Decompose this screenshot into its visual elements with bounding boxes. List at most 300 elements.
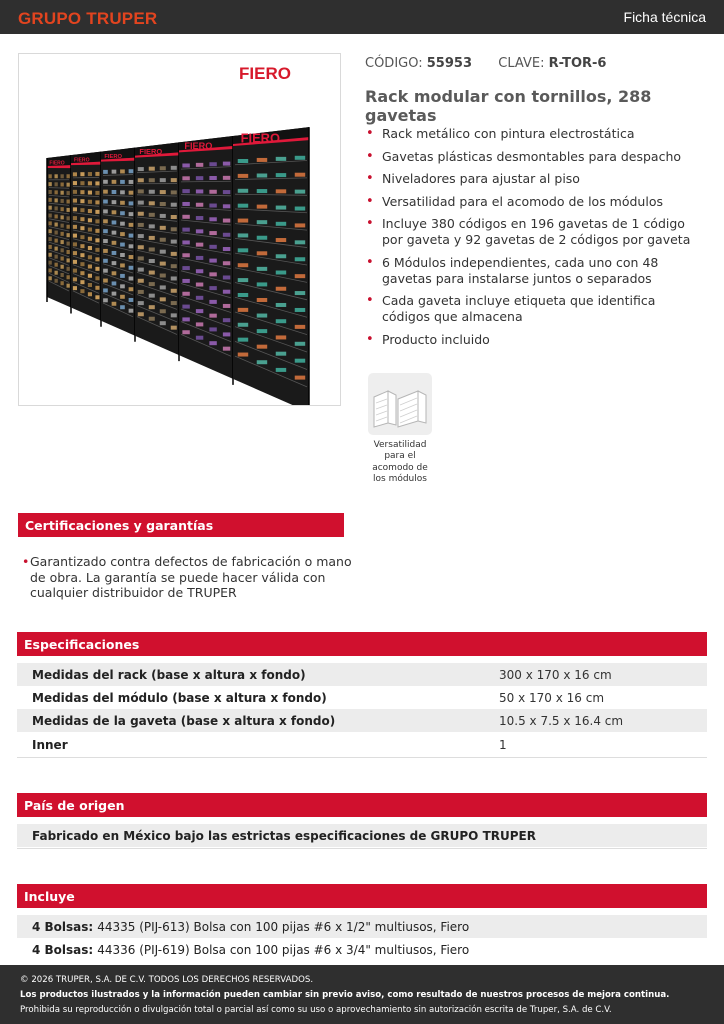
rack-bin [257, 314, 267, 318]
rack-bin [295, 223, 305, 227]
rack-bin [49, 237, 52, 241]
rack-bin [55, 271, 58, 275]
rack-bin [73, 269, 77, 273]
rack-bin [73, 251, 77, 255]
rack-bin [103, 288, 108, 292]
footer-notice: Los productos ilustrados y la información pueden cambiar sin previo aviso, como resultado de nuestros procesos de mejora continua. [20, 990, 670, 1000]
rack-bin [182, 176, 189, 180]
rack-logo: FIERO [184, 140, 213, 151]
rack-bin [171, 313, 177, 317]
rack-bin [196, 283, 203, 287]
rack-bin [257, 282, 267, 286]
includes-desc: 44336 (PIJ-619) Bolsa con 100 pijas #6 x 3/4" multiusos, Fiero [97, 942, 470, 957]
rack-bin [276, 222, 286, 226]
rack-bin [61, 248, 64, 252]
spec-label: Medidas del módulo (base x altura x fondo) [32, 690, 327, 705]
rack-bin [171, 289, 177, 293]
rack-bin [238, 338, 248, 342]
rack-bin [120, 180, 125, 184]
rack-bin [196, 269, 203, 273]
rack-bin [67, 191, 70, 195]
rack-bin [112, 241, 117, 245]
rack-bin [295, 291, 305, 295]
rack-bin [238, 293, 248, 297]
rack-bin [276, 271, 286, 275]
rack-bin [129, 191, 134, 195]
rack-bin [238, 308, 248, 312]
rack-bin [73, 260, 77, 264]
rack-bin [120, 295, 125, 299]
rack-bin [276, 238, 286, 242]
rack-bin [120, 201, 125, 205]
rack-bin [120, 190, 125, 194]
rack-bin [95, 257, 99, 261]
rack-bin [223, 162, 230, 166]
rack-bin [129, 287, 134, 291]
rack-bin [95, 172, 99, 176]
rack-bin [160, 297, 166, 301]
rack-bin [276, 303, 286, 307]
rack-bin [129, 266, 134, 270]
rack-bin [129, 201, 134, 205]
rack-bin [61, 281, 64, 285]
rack-bin [95, 181, 99, 185]
rack-bin [171, 240, 177, 244]
rack-bin [160, 285, 166, 289]
rack-bin [223, 204, 230, 208]
spec-row [17, 663, 707, 686]
rack-bin [95, 210, 99, 214]
rack-bin [49, 174, 52, 178]
rack-bin [80, 235, 84, 239]
rack-bin [160, 274, 166, 278]
rack-bin [223, 290, 230, 294]
rack-bin [257, 360, 267, 364]
rack-bin [171, 166, 177, 170]
rack-bin [295, 240, 305, 244]
rack-logo: FIERO [240, 130, 281, 146]
rack-bin [295, 342, 305, 346]
codigo-label: CÓDIGO: [365, 56, 423, 71]
rack-bin [120, 169, 125, 173]
rack-bin [95, 219, 99, 223]
rack-bin [276, 157, 286, 161]
rack-bin [61, 207, 64, 211]
rack-bin [80, 199, 84, 203]
rack-bin [73, 190, 77, 194]
rack-bin [112, 271, 117, 275]
rack-bin [55, 279, 58, 283]
rack-bin [182, 266, 189, 270]
rack-bin [103, 209, 108, 213]
rack-bin [196, 163, 203, 167]
rack-bin [238, 233, 248, 237]
rack-bin [103, 298, 108, 302]
rack-bin [49, 221, 52, 225]
warranty-text: • Garantizado contra defectos de fabricación o mano de obra. La garantía se puede hacer válida con cualquier distribuidor de TRUPER [22, 554, 352, 601]
rack-bin [80, 271, 84, 275]
rack-bin [209, 204, 216, 208]
rack-bin [55, 182, 58, 186]
rack-bin [276, 206, 286, 210]
rack-bin [171, 301, 177, 305]
rack-bin [112, 220, 117, 224]
rack-bin [209, 341, 216, 345]
rack-bin [223, 261, 230, 265]
feature-item: • Niveladores para ajustar al piso [366, 171, 706, 187]
feature-item: • Producto incluido [366, 332, 706, 348]
feature-item: • Cada gaveta incluye etiqueta que identifica códigos que almacena [366, 293, 706, 325]
rack-bin [209, 245, 216, 249]
rack-logo: FIERO [74, 157, 90, 164]
rack-bin [171, 203, 177, 207]
rack-bin [88, 292, 92, 296]
rack-bin [55, 231, 58, 235]
rack-bin [120, 253, 125, 257]
rack-bin [61, 199, 64, 203]
rack-logo: FIERO [49, 160, 65, 167]
rack-bin [171, 264, 177, 268]
rack-bin [73, 199, 77, 203]
rack-bin [67, 183, 70, 187]
rack-bin [67, 275, 70, 279]
rack-bin [88, 283, 92, 287]
rack-bin [103, 180, 108, 184]
rack-bin [61, 240, 64, 244]
rack-bin [196, 322, 203, 326]
footer-copyright: © 2026 TRUPER, S.A. DE C.V. TODOS LOS DERECHOS RESERVADOS. [20, 975, 314, 985]
rack-bin [223, 275, 230, 279]
rack-bin [67, 225, 70, 229]
rack-bin [129, 255, 134, 259]
rack-bin [171, 178, 177, 182]
rack-bin [196, 256, 203, 260]
rack-bin [61, 215, 64, 219]
rack-bin [103, 190, 108, 194]
rack-bin [61, 182, 64, 186]
rack-bin [295, 173, 305, 177]
rack-bin [149, 213, 155, 217]
rack-bin [49, 214, 52, 218]
rack-bin [238, 159, 248, 163]
rack-bin [171, 326, 177, 330]
rack-bin [73, 172, 77, 176]
rack-bin [120, 274, 125, 278]
rack-logo: FIERO [104, 154, 123, 161]
rack-bin [88, 191, 92, 195]
rack-bin [196, 189, 203, 193]
rack-bin [171, 276, 177, 280]
rack-logo: FIERO [139, 147, 163, 157]
rack-bin [88, 265, 92, 269]
rack-bin [223, 190, 230, 194]
rack-bin [149, 271, 155, 275]
includes-desc: 44335 (PIJ-613) Bolsa con 100 pijas #6 x 1/2" multiusos, Fiero [97, 919, 470, 934]
rack-bin [182, 189, 189, 193]
spec-label: Medidas del rack (base x altura x fondo) [32, 667, 306, 682]
divider [17, 757, 707, 758]
rack-bin [149, 305, 155, 309]
rack-bin [95, 200, 99, 204]
rack-bin [55, 223, 58, 227]
rack-bin [209, 327, 216, 331]
rack-bin [209, 176, 216, 180]
feature-item: • Versatilidad para el acomodo de los módulos [366, 194, 706, 210]
footer [0, 965, 724, 1024]
rack-bin [73, 207, 77, 211]
rack-bin [209, 314, 216, 318]
rack-bin [196, 243, 203, 247]
rack-bin [160, 178, 166, 182]
clave-value: R-TOR-6 [548, 56, 607, 71]
rack-bin [276, 335, 286, 339]
rack-bin [120, 232, 125, 236]
includes-item [17, 915, 707, 938]
rack-bin [238, 189, 248, 193]
rack-bin [103, 249, 108, 253]
rack-bin [95, 238, 99, 242]
rack-bin [95, 191, 99, 195]
rack-bin [276, 368, 286, 372]
origin-heading: País de origen [17, 793, 707, 817]
rack-bin [171, 227, 177, 231]
rack-bin [182, 279, 189, 283]
rack-bin [276, 287, 286, 291]
rack-bin [138, 178, 144, 182]
rack-bin [95, 295, 99, 299]
rack-bin [276, 173, 286, 177]
rack-bin [103, 200, 108, 204]
rack-bin [67, 208, 70, 212]
rack-bin [88, 237, 92, 241]
rack-bin [80, 262, 84, 266]
rack-bin [238, 204, 248, 208]
rack-bin [67, 267, 70, 271]
document-type: Ficha técnica [623, 9, 706, 25]
rack-bin [80, 172, 84, 176]
rack-bin [138, 223, 144, 227]
rack-bin [182, 163, 189, 167]
rack-bin [112, 170, 117, 174]
top-bar [0, 0, 724, 34]
rack-bin [49, 206, 52, 210]
rack-bin [196, 176, 203, 180]
rack-bin [112, 200, 117, 204]
certifications-heading: Certificaciones y garantías [18, 513, 344, 537]
rack-bin [209, 231, 216, 235]
rack-bin [61, 273, 64, 277]
rack-bin [223, 304, 230, 308]
rack-bin [238, 353, 248, 357]
rack-bin [138, 268, 144, 272]
rack-bin [182, 215, 189, 219]
divider [17, 848, 707, 849]
rack-bin [257, 298, 267, 302]
rack-bin [80, 244, 84, 248]
rack-bin [160, 190, 166, 194]
versatility-icon [368, 373, 432, 435]
rack-bin [138, 256, 144, 260]
fiero-logo: FIERO [239, 64, 291, 83]
rack-bin [129, 309, 134, 313]
rack-bin [120, 243, 125, 247]
rack-bin [196, 336, 203, 340]
rack-bin [149, 259, 155, 263]
rack-bin [138, 245, 144, 249]
rack-bin [160, 309, 166, 313]
rack-bin [209, 300, 216, 304]
rack-bin [129, 234, 134, 238]
rack-bin [238, 248, 248, 252]
rack-shelf [73, 177, 99, 178]
rack-bin [149, 317, 155, 321]
product-title: Rack modular con tornillos, 288 gavetas [365, 87, 652, 125]
specs-heading: Especificaciones [17, 632, 707, 656]
rack-bin [49, 198, 52, 202]
rack-bin [112, 292, 117, 296]
rack-bin [55, 174, 58, 178]
rack-bin [171, 215, 177, 219]
rack-bin [257, 158, 267, 162]
rack-bin [73, 286, 77, 290]
rack-bin [238, 263, 248, 267]
rack-bin [88, 246, 92, 250]
spec-value: 50 x 170 x 16 cm [499, 690, 605, 705]
rack-bin [149, 236, 155, 240]
rack-bin [88, 274, 92, 278]
rack-bin [295, 325, 305, 329]
rack-bin [182, 253, 189, 257]
rack-bin [120, 263, 125, 267]
rack-bin [112, 281, 117, 285]
rack-bin [295, 156, 305, 160]
rack-bin [88, 255, 92, 259]
rack-bin [295, 207, 305, 211]
rack-bin [112, 190, 117, 194]
rack-bin [138, 167, 144, 171]
rack-bin [149, 178, 155, 182]
rack-bin [95, 276, 99, 280]
rack-bin [120, 284, 125, 288]
rack-bin [55, 214, 58, 218]
rack-bin [238, 174, 248, 178]
rack-bin [149, 247, 155, 251]
rack-bin [209, 190, 216, 194]
rack-bin [149, 282, 155, 286]
rack-bin [238, 278, 248, 282]
rack-bin [80, 280, 84, 284]
rack-bin [182, 228, 189, 232]
rack-bin [88, 200, 92, 204]
rack-bin [160, 262, 166, 266]
versatility-caption: Versatilidad para el acomodo de los módulos [372, 440, 428, 484]
rack-bin [73, 181, 77, 185]
rack-bin [276, 189, 286, 193]
rack-bin [238, 323, 248, 327]
origin-text: Fabricado en México bajo las estrictas especificaciones de GRUPO TRUPER [17, 824, 707, 847]
feature-item: • 6 Módulos independientes, cada uno con 48 gavetas para instalarse juntos o separados [366, 255, 706, 287]
rack-bin [49, 182, 52, 186]
rack-bin [238, 219, 248, 223]
feature-item: • Incluye 380 códigos en 196 gavetas de 1 código por gaveta y 92 gavetas de 2 códigos por gaveta [366, 216, 706, 248]
spec-label: Inner [32, 737, 68, 752]
rack-bin [257, 236, 267, 240]
rack-bin [223, 332, 230, 336]
rack-bin [257, 189, 267, 193]
rack-bin [182, 330, 189, 334]
rack-bin [80, 289, 84, 293]
rack-bin [67, 199, 70, 203]
rack-bin [257, 267, 267, 271]
rack-bin [295, 359, 305, 363]
rack-bin [129, 277, 134, 281]
rack-bin [95, 248, 99, 252]
rack-bin [209, 259, 216, 263]
rack-bin [257, 251, 267, 255]
rack-bin [103, 219, 108, 223]
rack-bin [55, 190, 58, 194]
rack-bin [61, 224, 64, 228]
rack-bin [67, 284, 70, 288]
rack-bin [223, 318, 230, 322]
rack-bin [149, 201, 155, 205]
rack-bin [88, 172, 92, 176]
spec-row [17, 709, 707, 732]
rack-bin [196, 229, 203, 233]
rack-bin [138, 201, 144, 205]
rack-bin [88, 218, 92, 222]
rack-bin [138, 234, 144, 238]
rack-bin [88, 209, 92, 213]
rack-bin [295, 274, 305, 278]
rack-bin [112, 231, 117, 235]
rack-bin [295, 257, 305, 261]
spec-row [17, 733, 707, 756]
rack-bin [61, 265, 64, 269]
rack-bin [209, 162, 216, 166]
rack-bin [160, 166, 166, 170]
rack-bin [61, 174, 64, 178]
rack-bin [182, 292, 189, 296]
rack-bin [276, 352, 286, 356]
rack-bin [276, 319, 286, 323]
rack-bin [49, 229, 52, 233]
rack-bin [149, 224, 155, 228]
rack-bin [103, 239, 108, 243]
spec-label: Medidas de la gaveta (base x altura x fondo) [32, 713, 336, 728]
rack-bin [55, 255, 58, 259]
rack-bin [55, 206, 58, 210]
rack-bin [138, 301, 144, 305]
rack-bin [103, 259, 108, 263]
rack-bin [138, 312, 144, 316]
rack-bin [257, 345, 267, 349]
rack-bin [49, 268, 52, 272]
rack-bin [95, 286, 99, 290]
rack-bin [160, 321, 166, 325]
footer-prohibition: Prohibida su reproducción o divulgación total o parcial así como su uso o aprovechamiento sin autorización escrita de Truper, S.A. de C.V. [20, 1005, 612, 1015]
rack-bin [295, 376, 305, 380]
rack-bin [149, 167, 155, 171]
rack-bin [160, 226, 166, 230]
rack-bin [73, 277, 77, 281]
rack-bin [209, 217, 216, 221]
rack-bin [276, 254, 286, 258]
rack-bin [80, 226, 84, 230]
rack-bin [88, 181, 92, 185]
rack-bin [55, 239, 58, 243]
rack-bin [182, 202, 189, 206]
